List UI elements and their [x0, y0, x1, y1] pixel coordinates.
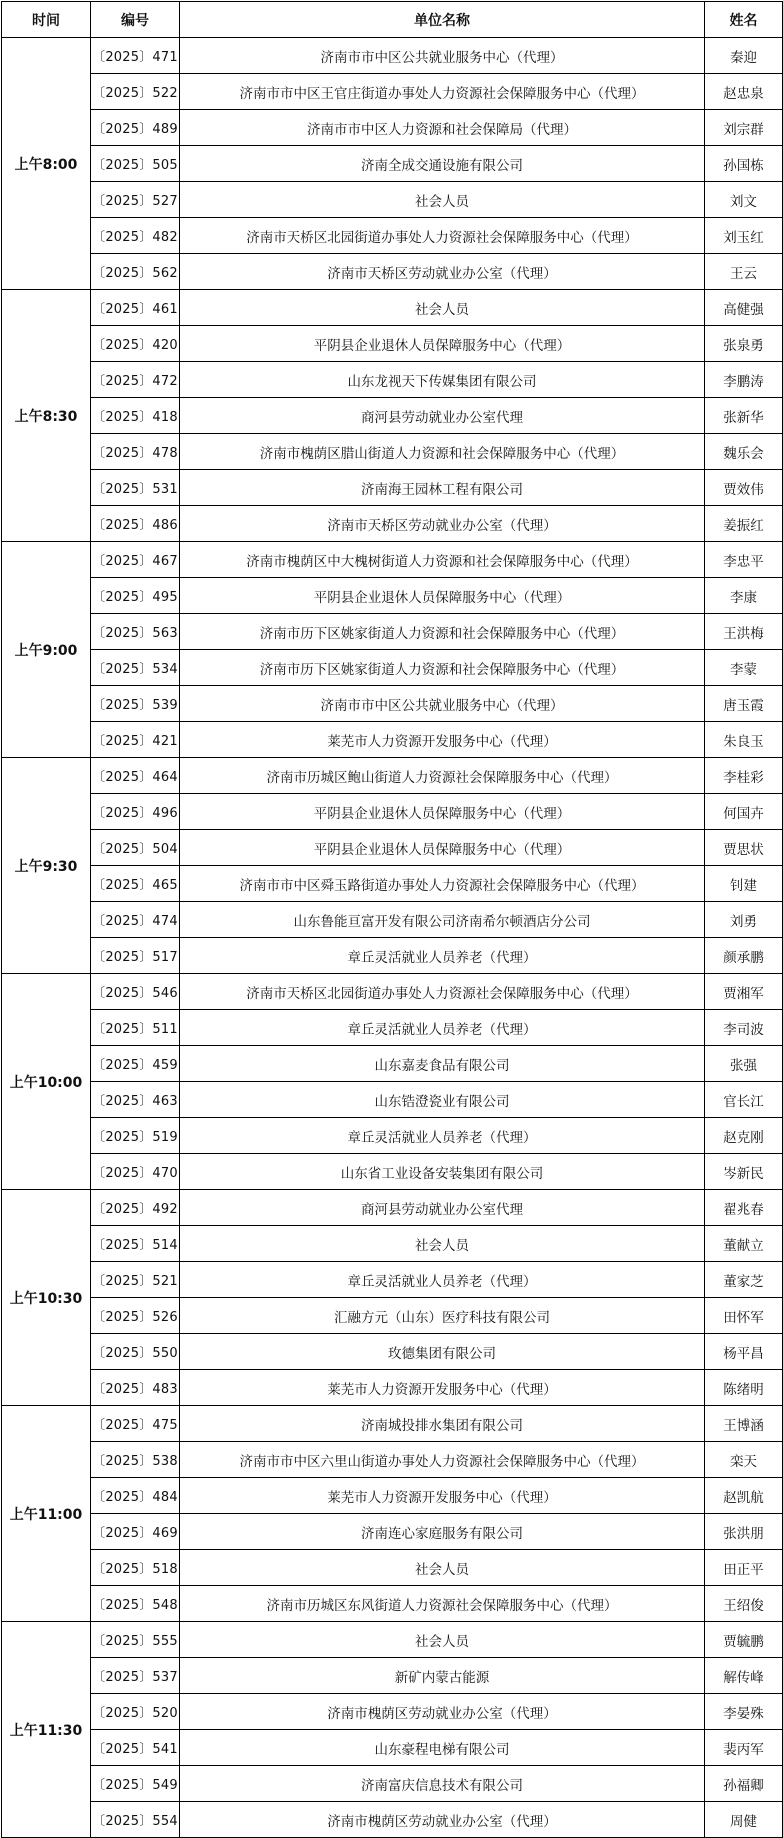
- unit-name-cell: 商河县劳动就业办公室代理: [180, 398, 705, 434]
- code-cell: 〔2025〕474: [91, 902, 180, 938]
- code-cell: 〔2025〕471: [91, 38, 180, 74]
- unit-name-cell: 济南市槐荫区劳动就业办公室（代理）: [180, 1802, 705, 1838]
- unit-name-cell: 玫德集团有限公司: [180, 1334, 705, 1370]
- unit-name-cell: 济南市历下区姚家街道人力资源和社会保障服务中心（代理）: [180, 614, 705, 650]
- table-row: [2, 902, 783, 938]
- person-name-cell: 栾天: [705, 1442, 783, 1478]
- time-slot-cell: 上午9:30: [2, 758, 91, 974]
- person-name-cell: 杨平昌: [705, 1334, 783, 1370]
- person-name-cell: 刘宗群: [705, 110, 783, 146]
- code-cell: 〔2025〕541: [91, 1730, 180, 1766]
- code-cell: 〔2025〕418: [91, 398, 180, 434]
- person-name-cell: 赵凯航: [705, 1478, 783, 1514]
- code-cell: 〔2025〕475: [91, 1406, 180, 1442]
- unit-name-cell: 山东省工业设备安装集团有限公司: [180, 1154, 705, 1190]
- unit-name-cell: 济南市市中区舜玉路街道办事处人力资源社会保障服务中心（代理）: [180, 866, 705, 902]
- person-name-cell: 张洪朋: [705, 1514, 783, 1550]
- code-cell: 〔2025〕522: [91, 74, 180, 110]
- unit-name-cell: 山东锆澄瓷业有限公司: [180, 1082, 705, 1118]
- table-row: [2, 74, 783, 110]
- code-cell: 〔2025〕496: [91, 794, 180, 830]
- person-name-cell: 颜承鹏: [705, 938, 783, 974]
- unit-name-cell: 莱芜市人力资源开发服务中心（代理）: [180, 1370, 705, 1406]
- code-cell: 〔2025〕484: [91, 1478, 180, 1514]
- table-row: [2, 1766, 783, 1802]
- header-unit: 单位名称: [180, 2, 705, 38]
- code-cell: 〔2025〕478: [91, 434, 180, 470]
- table-row: [2, 650, 783, 686]
- person-name-cell: 王博涵: [705, 1406, 783, 1442]
- code-cell: 〔2025〕539: [91, 686, 180, 722]
- unit-name-cell: 济南市槐荫区中大槐树街道人力资源和社会保障服务中心（代理）: [180, 542, 705, 578]
- unit-name-cell: 社会人员: [180, 1226, 705, 1262]
- unit-name-cell: 济南市市中区人力资源和社会保障局（代理）: [180, 110, 705, 146]
- unit-name-cell: 平阴县企业退休人员保障服务中心（代理）: [180, 794, 705, 830]
- table-row: [2, 974, 783, 1010]
- code-cell: 〔2025〕461: [91, 290, 180, 326]
- unit-name-cell: 济南市天桥区劳动就业办公室（代理）: [180, 254, 705, 290]
- code-cell: 〔2025〕465: [91, 866, 180, 902]
- code-cell: 〔2025〕469: [91, 1514, 180, 1550]
- code-cell: 〔2025〕555: [91, 1622, 180, 1658]
- code-cell: 〔2025〕463: [91, 1082, 180, 1118]
- table-row: [2, 1694, 783, 1730]
- table-row: [2, 1478, 783, 1514]
- code-cell: 〔2025〕527: [91, 182, 180, 218]
- person-name-cell: 秦迎: [705, 38, 783, 74]
- table-row: [2, 290, 783, 326]
- table-row: [2, 1118, 783, 1154]
- table-row: [2, 1046, 783, 1082]
- unit-name-cell: 济南市天桥区劳动就业办公室（代理）: [180, 506, 705, 542]
- table-row: [2, 1262, 783, 1298]
- unit-name-cell: 济南市历城区鲍山街道人力资源社会保障服务中心（代理）: [180, 758, 705, 794]
- unit-name-cell: 济南市天桥区北园街道办事处人力资源社会保障服务中心（代理）: [180, 974, 705, 1010]
- person-name-cell: 岑新民: [705, 1154, 783, 1190]
- header-row: [2, 2, 783, 38]
- person-name-cell: 张新华: [705, 398, 783, 434]
- table-row: [2, 1658, 783, 1694]
- time-slot-cell: 上午8:00: [2, 38, 91, 290]
- person-name-cell: 李蒙: [705, 650, 783, 686]
- table-row: [2, 1298, 783, 1334]
- person-name-cell: 田怀军: [705, 1298, 783, 1334]
- table-row: [2, 614, 783, 650]
- person-name-cell: 裴丙军: [705, 1730, 783, 1766]
- person-name-cell: 李桂彩: [705, 758, 783, 794]
- unit-name-cell: 济南市市中区王官庄街道办事处人力资源社会保障服务中心（代理）: [180, 74, 705, 110]
- person-name-cell: 孙福卿: [705, 1766, 783, 1802]
- code-cell: 〔2025〕472: [91, 362, 180, 398]
- code-cell: 〔2025〕504: [91, 830, 180, 866]
- table-row: [2, 722, 783, 758]
- person-name-cell: 解传峰: [705, 1658, 783, 1694]
- code-cell: 〔2025〕546: [91, 974, 180, 1010]
- table-row: [2, 1154, 783, 1190]
- person-name-cell: 赵克刚: [705, 1118, 783, 1154]
- person-name-cell: 王云: [705, 254, 783, 290]
- time-slot-cell: 上午11:00: [2, 1406, 91, 1622]
- code-cell: 〔2025〕519: [91, 1118, 180, 1154]
- person-name-cell: 陈绪明: [705, 1370, 783, 1406]
- person-name-cell: 魏乐会: [705, 434, 783, 470]
- table-row: [2, 1406, 783, 1442]
- table-row: [2, 506, 783, 542]
- person-name-cell: 翟兆春: [705, 1190, 783, 1226]
- unit-name-cell: 山东龙视天下传媒集团有限公司: [180, 362, 705, 398]
- unit-name-cell: 平阴县企业退休人员保障服务中心（代理）: [180, 578, 705, 614]
- code-cell: 〔2025〕495: [91, 578, 180, 614]
- unit-name-cell: 济南富庆信息技术有限公司: [180, 1766, 705, 1802]
- person-name-cell: 张强: [705, 1046, 783, 1082]
- code-cell: 〔2025〕483: [91, 1370, 180, 1406]
- code-cell: 〔2025〕459: [91, 1046, 180, 1082]
- person-name-cell: 贾思状: [705, 830, 783, 866]
- person-name-cell: 何国卉: [705, 794, 783, 830]
- person-name-cell: 王绍俊: [705, 1586, 783, 1622]
- person-name-cell: 贾毓鹏: [705, 1622, 783, 1658]
- unit-name-cell: 章丘灵活就业人员养老（代理）: [180, 1262, 705, 1298]
- unit-name-cell: 章丘灵活就业人员养老（代理）: [180, 938, 705, 974]
- time-slot-cell: 上午11:30: [2, 1622, 91, 1838]
- code-cell: 〔2025〕538: [91, 1442, 180, 1478]
- person-name-cell: 董献立: [705, 1226, 783, 1262]
- unit-name-cell: 济南市槐荫区劳动就业办公室（代理）: [180, 1694, 705, 1730]
- person-name-cell: 高健强: [705, 290, 783, 326]
- unit-name-cell: 新矿内蒙古能源: [180, 1658, 705, 1694]
- code-cell: 〔2025〕421: [91, 722, 180, 758]
- person-name-cell: 刘玉红: [705, 218, 783, 254]
- code-cell: 〔2025〕521: [91, 1262, 180, 1298]
- unit-name-cell: 山东豪程电梯有限公司: [180, 1730, 705, 1766]
- code-cell: 〔2025〕548: [91, 1586, 180, 1622]
- unit-name-cell: 济南全成交通设施有限公司: [180, 146, 705, 182]
- table-row: [2, 830, 783, 866]
- table-row: [2, 1730, 783, 1766]
- code-cell: 〔2025〕537: [91, 1658, 180, 1694]
- code-cell: 〔2025〕563: [91, 614, 180, 650]
- unit-name-cell: 莱芜市人力资源开发服务中心（代理）: [180, 1478, 705, 1514]
- person-name-cell: 李康: [705, 578, 783, 614]
- table-row: [2, 362, 783, 398]
- header-name: 姓名: [705, 2, 783, 38]
- table-row: [2, 218, 783, 254]
- code-cell: 〔2025〕549: [91, 1766, 180, 1802]
- table-row: [2, 938, 783, 974]
- table-row: [2, 578, 783, 614]
- header-time: 时间: [2, 2, 91, 38]
- code-cell: 〔2025〕486: [91, 506, 180, 542]
- table-row: [2, 326, 783, 362]
- table-row: [2, 1514, 783, 1550]
- unit-name-cell: 济南市历城区东风街道人力资源社会保障服务中心（代理）: [180, 1586, 705, 1622]
- time-slot-cell: 上午9:00: [2, 542, 91, 758]
- table-row: [2, 1550, 783, 1586]
- person-name-cell: 刘文: [705, 182, 783, 218]
- table-row: [2, 1226, 783, 1262]
- unit-name-cell: 济南市天桥区北园街道办事处人力资源社会保障服务中心（代理）: [180, 218, 705, 254]
- code-cell: 〔2025〕511: [91, 1010, 180, 1046]
- unit-name-cell: 章丘灵活就业人员养老（代理）: [180, 1118, 705, 1154]
- unit-name-cell: 济南海王园林工程有限公司: [180, 470, 705, 506]
- code-cell: 〔2025〕550: [91, 1334, 180, 1370]
- code-cell: 〔2025〕489: [91, 110, 180, 146]
- code-cell: 〔2025〕514: [91, 1226, 180, 1262]
- table-row: [2, 1010, 783, 1046]
- unit-name-cell: 社会人员: [180, 182, 705, 218]
- unit-name-cell: 章丘灵活就业人员养老（代理）: [180, 1010, 705, 1046]
- unit-name-cell: 济南市槐荫区腊山街道人力资源和社会保障服务中心（代理）: [180, 434, 705, 470]
- unit-name-cell: 社会人员: [180, 1622, 705, 1658]
- person-name-cell: 李司波: [705, 1010, 783, 1046]
- header-code: 编号: [91, 2, 180, 38]
- table-row: [2, 398, 783, 434]
- person-name-cell: 周健: [705, 1802, 783, 1838]
- person-name-cell: 官长江: [705, 1082, 783, 1118]
- unit-name-cell: 济南连心家庭服务有限公司: [180, 1514, 705, 1550]
- unit-name-cell: 济南城投排水集团有限公司: [180, 1406, 705, 1442]
- table-row: [2, 182, 783, 218]
- code-cell: 〔2025〕470: [91, 1154, 180, 1190]
- unit-name-cell: 山东嘉麦食品有限公司: [180, 1046, 705, 1082]
- unit-name-cell: 社会人员: [180, 290, 705, 326]
- code-cell: 〔2025〕492: [91, 1190, 180, 1226]
- table-row: [2, 1190, 783, 1226]
- unit-name-cell: 莱芜市人力资源开发服务中心（代理）: [180, 722, 705, 758]
- person-name-cell: 唐玉霞: [705, 686, 783, 722]
- code-cell: 〔2025〕518: [91, 1550, 180, 1586]
- table-row: [2, 1334, 783, 1370]
- person-name-cell: 李晏殊: [705, 1694, 783, 1730]
- person-name-cell: 张泉勇: [705, 326, 783, 362]
- person-name-cell: 朱良玉: [705, 722, 783, 758]
- unit-name-cell: 商河县劳动就业办公室代理: [180, 1190, 705, 1226]
- code-cell: 〔2025〕520: [91, 1694, 180, 1730]
- table-row: [2, 1622, 783, 1658]
- table-row: [2, 686, 783, 722]
- unit-name-cell: 汇融方元（山东）医疗科技有限公司: [180, 1298, 705, 1334]
- person-name-cell: 赵忠泉: [705, 74, 783, 110]
- unit-name-cell: 济南市市中区六里山街道办事处人力资源社会保障服务中心（代理）: [180, 1442, 705, 1478]
- person-name-cell: 董家芝: [705, 1262, 783, 1298]
- unit-name-cell: 济南市市中区公共就业服务中心（代理）: [180, 686, 705, 722]
- table-row: [2, 758, 783, 794]
- table-row: [2, 254, 783, 290]
- code-cell: 〔2025〕464: [91, 758, 180, 794]
- unit-name-cell: 平阴县企业退休人员保障服务中心（代理）: [180, 830, 705, 866]
- person-name-cell: 王洪梅: [705, 614, 783, 650]
- table-row: [2, 38, 783, 74]
- person-name-cell: 贾湘军: [705, 974, 783, 1010]
- table-row: [2, 866, 783, 902]
- code-cell: 〔2025〕534: [91, 650, 180, 686]
- time-slot-cell: 上午8:30: [2, 290, 91, 542]
- unit-name-cell: 山东鲁能亘富开发有限公司济南希尔顿酒店分公司: [180, 902, 705, 938]
- time-slot-cell: 上午10:30: [2, 1190, 91, 1406]
- code-cell: 〔2025〕482: [91, 218, 180, 254]
- person-name-cell: 李鹏涛: [705, 362, 783, 398]
- code-cell: 〔2025〕554: [91, 1802, 180, 1838]
- table-row: [2, 146, 783, 182]
- schedule-table: [1, 1, 783, 1838]
- table-row: [2, 1082, 783, 1118]
- table-row: [2, 1802, 783, 1838]
- unit-name-cell: 平阴县企业退休人员保障服务中心（代理）: [180, 326, 705, 362]
- person-name-cell: 田正平: [705, 1550, 783, 1586]
- table-row: [2, 470, 783, 506]
- code-cell: 〔2025〕420: [91, 326, 180, 362]
- unit-name-cell: 济南市市中区公共就业服务中心（代理）: [180, 38, 705, 74]
- table-row: [2, 1586, 783, 1622]
- person-name-cell: 李忠平: [705, 542, 783, 578]
- code-cell: 〔2025〕517: [91, 938, 180, 974]
- time-slot-cell: 上午10:00: [2, 974, 91, 1190]
- person-name-cell: 钊建: [705, 866, 783, 902]
- table-row: [2, 434, 783, 470]
- person-name-cell: 刘勇: [705, 902, 783, 938]
- unit-name-cell: 社会人员: [180, 1550, 705, 1586]
- table-row: [2, 794, 783, 830]
- person-name-cell: 贾效伟: [705, 470, 783, 506]
- code-cell: 〔2025〕467: [91, 542, 180, 578]
- code-cell: 〔2025〕562: [91, 254, 180, 290]
- schedule-body: [2, 38, 783, 1838]
- code-cell: 〔2025〕526: [91, 1298, 180, 1334]
- code-cell: 〔2025〕531: [91, 470, 180, 506]
- code-cell: 〔2025〕505: [91, 146, 180, 182]
- person-name-cell: 孙国栋: [705, 146, 783, 182]
- table-row: [2, 110, 783, 146]
- table-row: [2, 1370, 783, 1406]
- person-name-cell: 姜振红: [705, 506, 783, 542]
- table-row: [2, 542, 783, 578]
- unit-name-cell: 济南市历下区姚家街道人力资源和社会保障服务中心（代理）: [180, 650, 705, 686]
- table-row: [2, 1442, 783, 1478]
